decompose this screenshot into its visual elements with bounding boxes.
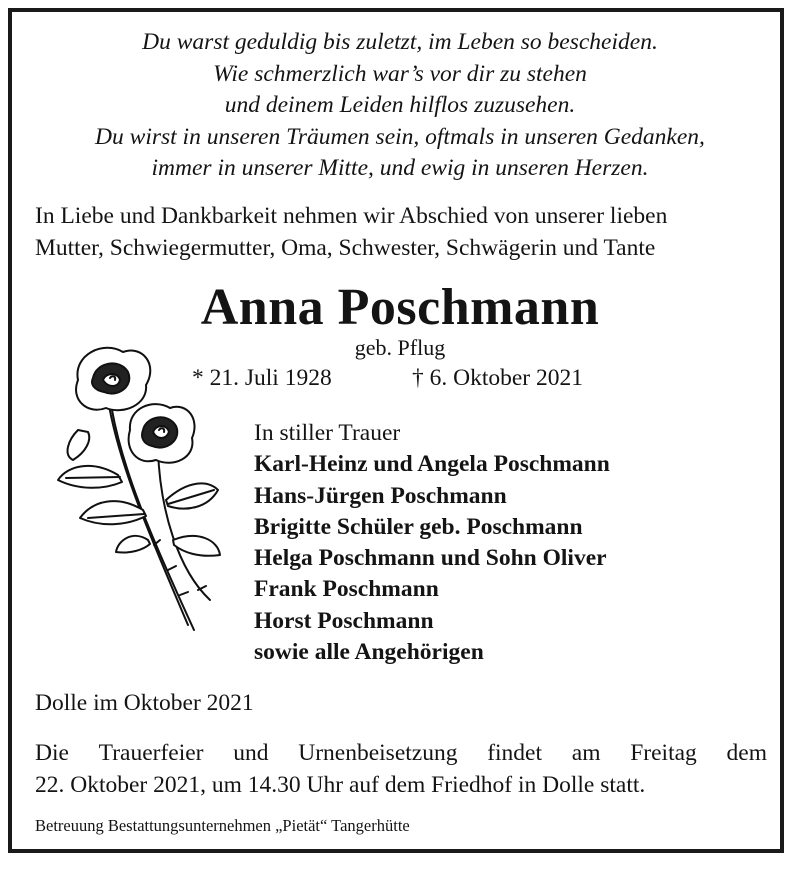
notice-line-1 xyxy=(35,737,767,769)
notice-word: Urnenbeisetzung xyxy=(298,740,458,766)
roses-icon xyxy=(48,340,228,640)
mourner-name: Frank Poschmann xyxy=(254,576,439,603)
mourner-name: Helga Poschmann und Sohn Oliver xyxy=(254,545,607,572)
mourners-list xyxy=(254,418,610,668)
intro-line: In Liebe und Dankbarkeit nehmen wir Abschied von unserer lieben xyxy=(35,203,668,229)
notice-line-2: 22. Oktober 2021, um 14.30 Uhr auf dem Friedhof in Dolle statt. xyxy=(35,772,646,798)
funeral-service-credit: Betreuung Bestattungsunternehmen „Pietät“ Tangerhütte xyxy=(35,816,410,835)
maiden-name: geb. Pflug xyxy=(354,335,446,360)
notice-word: Trauerfeier xyxy=(98,740,204,766)
mourner-name: Hans-Jürgen Poschmann xyxy=(254,482,507,509)
birth-date: * 21. Juli 1928 xyxy=(192,365,332,391)
poem-line: immer in unserer Mitte, und ewig in unseren Herzen. xyxy=(151,155,649,181)
intro-line: Mutter, Schwiegermutter, Oma, Schwester, Schwägerin und Tante xyxy=(35,235,656,261)
mourner-name: Horst Poschmann xyxy=(254,607,434,634)
deceased-name: Anna Poschmann xyxy=(200,279,600,336)
death-date: † 6. Oktober 2021 xyxy=(412,365,584,391)
notice-word: findet xyxy=(487,740,543,766)
funeral-notice xyxy=(35,737,767,801)
notice-word: am xyxy=(571,740,601,766)
mourner-name: Brigitte Schüler geb. Poschmann xyxy=(254,513,583,540)
mourner-name: sowie alle Angehörigen xyxy=(254,639,484,666)
poem-line: Wie schmerzlich war’s vor dir zu stehen xyxy=(213,60,587,87)
farewell-intro xyxy=(35,200,765,264)
poem-line: und deinem Leiden hilflos zuzusehen. xyxy=(224,92,576,118)
poem-line: Du warst geduldig bis zuletzt, im Leben so bescheiden. xyxy=(142,29,658,55)
notice-word: dem xyxy=(726,740,767,766)
poem-line: Du wirst in unseren Träumen sein, oftmals in unseren Gedanken, xyxy=(95,123,705,150)
mourners-heading: In stiller Trauer xyxy=(254,420,401,446)
place-date: Dolle im Oktober 2021 xyxy=(35,690,254,716)
notice-word: und xyxy=(233,740,269,766)
poem xyxy=(0,27,800,185)
mourner-name: Karl-Heinz und Angela Poschmann xyxy=(254,451,610,478)
notice-word: Die xyxy=(35,740,69,766)
notice-word: Freitag xyxy=(630,740,697,766)
